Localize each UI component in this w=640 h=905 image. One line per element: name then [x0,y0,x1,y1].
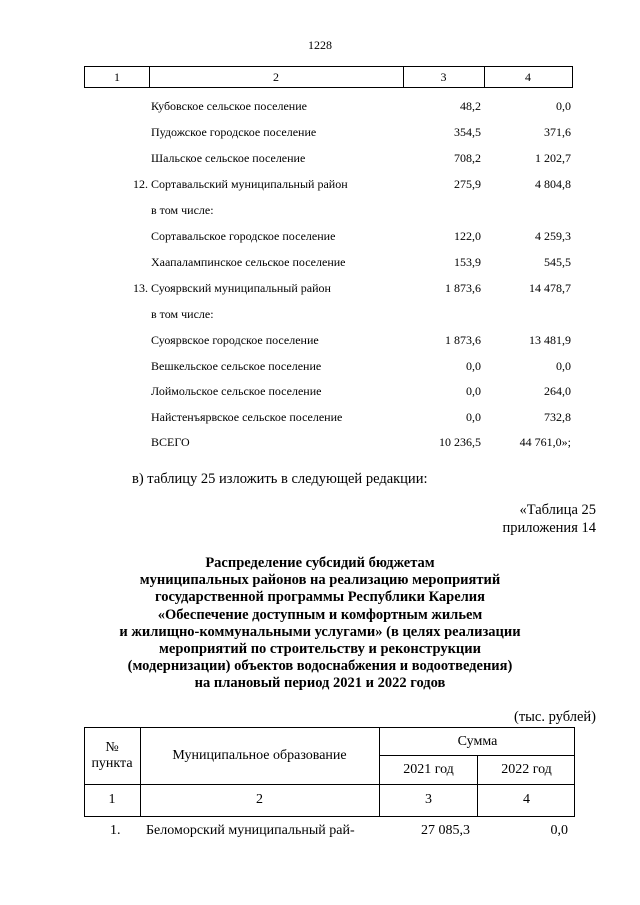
table1-row-col4: 545,5 [544,255,571,269]
table1-row-name: Сортавальский муниципальный район [151,177,348,191]
table1-row-name: Вешкельское сельское поселение [151,359,322,373]
table2-col-2022: 2022 год [501,762,552,777]
table1-row-num: 12. [133,177,148,191]
table1-row-name: Хаапалампинское сельское поселение [151,255,346,269]
table1-row-name: Суоярвское городское поселение [151,333,319,347]
table1-row-col4: 14 478,7 [529,281,571,295]
table1-row [84,305,573,323]
table1-row-col4: 0,0 [556,99,571,113]
table-ref-line1: «Таблица 25 [519,502,596,518]
table1-row-col3: 354,5 [454,125,481,139]
table2-row-num: 1. [110,823,121,838]
table1-header-col3: 3 [440,70,447,84]
table1-row-col4: 0,0 [556,359,571,373]
table1-row-col3: 275,9 [454,177,481,191]
table-ref-line2: приложения 14 [502,520,596,536]
title-line: на плановый период 2021 и 2022 годов [194,675,446,692]
table1-row [84,97,573,115]
table1-row-col3: 153,9 [454,255,481,269]
title-line: и жилищно-коммунальными услугами» (в целях реализации [119,623,521,640]
table1-row [84,201,573,219]
table2-header [84,727,575,817]
table1-row-col3: 1 873,6 [445,333,481,347]
table1-row-name: Кубовское сельское поселение [151,99,307,113]
table1-row-col3: 708,2 [454,151,481,165]
table1-row-col3: 0,0 [466,410,481,424]
table1-row [84,227,573,245]
table1-row-name: ВСЕГО [151,435,190,449]
table1-row-col4: 371,6 [544,125,571,139]
table1-row-col4: 13 481,9 [529,333,571,347]
table1-row-num: 13. [133,281,148,295]
table1-row-col4: 4 804,8 [535,177,571,191]
table1-row [84,253,573,271]
table2-index-1: 1 [108,792,116,807]
title-line: мероприятий по строительству и реконструкции [159,641,481,658]
table1-row-col4: 732,8 [544,410,571,424]
table1-row-name: Пудожское городское поселение [151,125,317,139]
table1-row-col3: 0,0 [466,359,481,373]
table2-row [84,822,575,840]
table1-row-name: Сортавальское городское поселение [151,229,336,243]
table-title [0,555,640,693]
table1-row [84,123,573,141]
table2-row-name: Беломорский муниципальный рай- [146,823,355,838]
table1-row-name: Найстенъярвское сельское поселение [151,410,343,424]
table2-row-2022: 0,0 [550,823,568,838]
table2-col-name: Муниципальное образование [172,748,347,763]
table1-header [84,66,573,88]
table1-row-col3: 122,0 [454,229,481,243]
table1-row-col3: 0,0 [466,384,481,398]
table2-index-4: 4 [523,792,530,807]
table2-col-num-line1: № [105,740,119,755]
table1-row [84,433,573,451]
title-line: муниципальных районов на реализацию мероприятий [139,572,501,589]
title-line: государственной программы Республики Карелия [155,589,485,606]
table1-header-col2: 2 [273,70,279,84]
units-label: (тыс. рублей) [514,709,596,725]
table1-row-name: в том числе: [151,203,214,217]
table1-row-col4: 44 761,0»; [519,435,571,449]
title-line: Распределение субсидий бюджетам [205,555,435,571]
table1-row-col3: 1 873,6 [445,281,481,295]
table1-row-name: Шальское сельское поселение [151,151,306,165]
table2-row-2021: 27 085,3 [421,823,470,838]
table2-index-3: 3 [425,792,432,807]
table1-row [84,331,573,349]
table1-row-col3: 48,2 [460,99,481,113]
table1-row-col4: 264,0 [544,384,571,398]
table1-row [84,175,573,193]
table1-row [84,149,573,167]
table2-col-2021: 2021 год [403,762,454,777]
table1-row-name: в том числе: [151,307,214,321]
table2-index-2: 2 [256,792,263,807]
table1-row [84,408,573,426]
table1-row-name: Лоймольское сельское поселение [151,384,322,398]
page-number: 1228 [308,38,332,52]
table1-row-name: Суоярвский муниципальный район [151,281,331,295]
table1-row [84,279,573,297]
title-line: (модернизации) объектов водоснабжения и водоотведения) [127,658,513,675]
table1-row-col4: 4 259,3 [535,229,571,243]
table1-row [84,357,573,375]
table1-row-col4: 1 202,7 [535,151,571,165]
table1-row [84,382,573,400]
table1-header-col1: 1 [114,70,120,84]
title-line: «Обеспечение доступным и комфортным жильем [157,606,483,623]
instruction-text: в) таблицу 25 изложить в следующей редакции: [132,471,428,487]
table2-col-num-line2: пункта [91,756,133,771]
table2-col-sum: Сумма [457,734,498,749]
table1-row-col3: 10 236,5 [439,435,481,449]
table1-header-col4: 4 [525,70,531,84]
